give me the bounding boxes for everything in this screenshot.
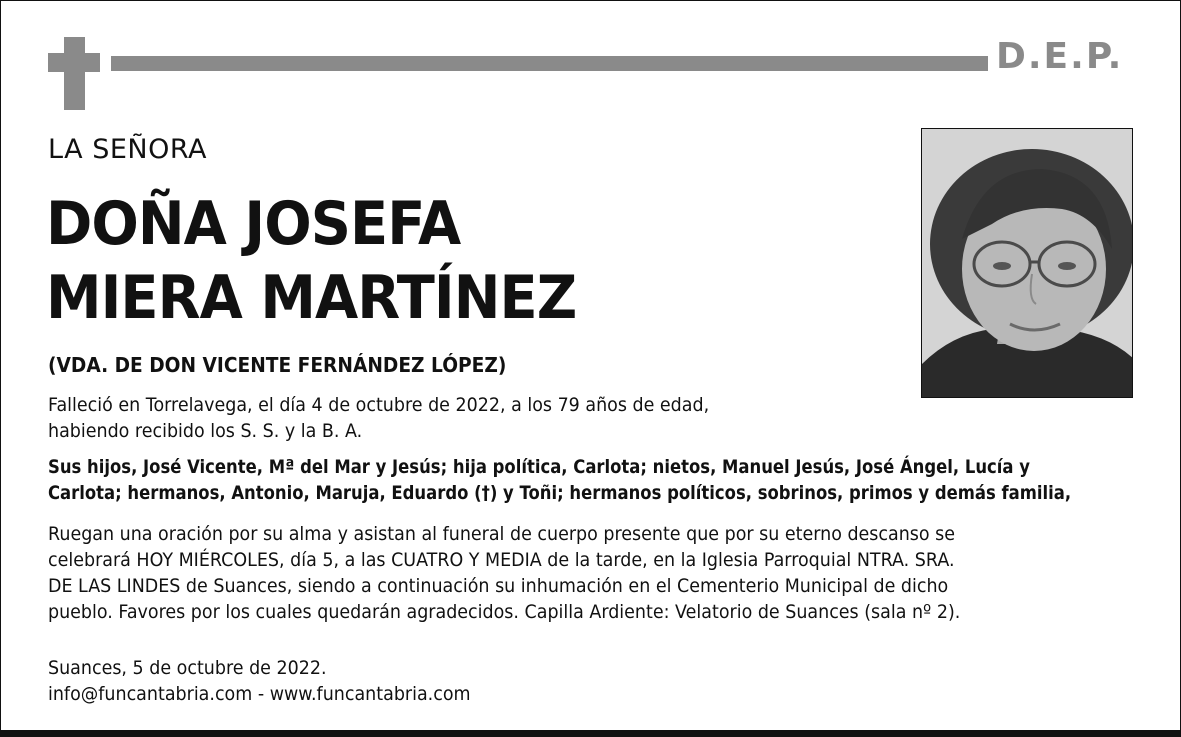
portrait-image [922, 129, 1133, 398]
service-line: celebrará HOY MIÉRCOLES, día 5, a las CUATRO Y MEDIA de la tarde, en la Iglesia Parroquial NTRA. SRA. [48, 549, 955, 571]
death-line: Falleció en Torrelavega, el día 4 de octubre de 2022, a los 79 años de edad, [48, 394, 710, 416]
footer-paragraph [48, 655, 471, 707]
family-line: Sus hijos, José Vicente, Mª del Mar y Jesús; hija política, Carlota; nietos, Manuel Jesús, José Ángel, Lucía y [48, 456, 1030, 478]
family-paragraph [48, 454, 1071, 506]
cross-icon [64, 37, 85, 110]
service-line: Ruegan una oración por su alma y asistan al funeral de cuerpo presente que por su eterno descanso se [48, 523, 956, 545]
deceased-name-line2: MIERA MARTÍNEZ [46, 263, 577, 333]
service-line: DE LAS LINDES de Suances, siendo a continuación su inhumación en el Cementerio Municipal de dicho [48, 575, 949, 597]
cross-icon-arm [48, 53, 100, 72]
intro-label: LA SEÑORA [48, 134, 207, 165]
header-rule [111, 56, 988, 71]
deceased-name-line1: DOÑA JOSEFA [46, 189, 461, 259]
widow-of-line: (VDA. DE DON VICENTE FERNÁNDEZ LÓPEZ) [48, 353, 507, 377]
service-line: pueblo. Favores por los cuales quedarán agradecidos. Capilla Ardiente: Velatorio de Suances (sala nº 2). [48, 601, 961, 623]
death-line: habiendo recibido los S. S. y la B. A. [48, 420, 363, 442]
portrait-photo [921, 128, 1133, 398]
death-paragraph [48, 392, 709, 444]
footer-date: Suances, 5 de octubre de 2022. [48, 657, 327, 679]
footer-contact: info@funcantabria.com - www.funcantabria.com [48, 683, 471, 705]
family-line: Carlota; hermanos, Antonio, Maruja, Eduardo (†) y Toñi; hermanos políticos, sobrinos, primos y demás familia, [48, 482, 1072, 504]
dep-heading: D.E.P. [996, 36, 1124, 77]
service-paragraph [48, 521, 960, 625]
